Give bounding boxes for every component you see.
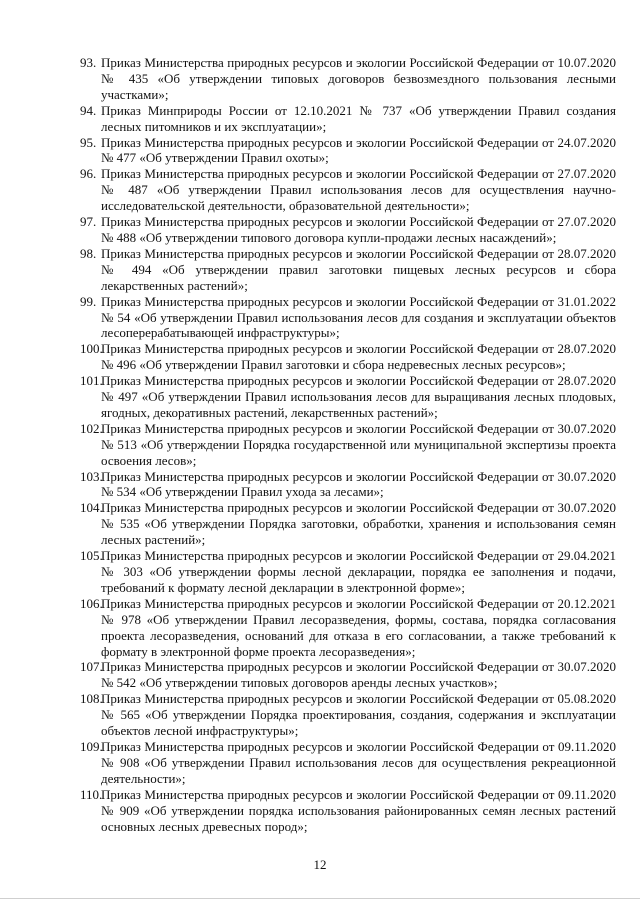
item-number: 110.: [80, 786, 103, 802]
item-number: 99.: [80, 293, 97, 309]
list-item: [80, 55, 616, 103]
item-text: Приказ Министерства природных ресурсов и экологии Российской Федерации от 27.07.2020 № 487 «Об утверждении Правил использования лесов для осуществления научно-исследовательской деятельности, образовательной деятельности»;: [101, 166, 616, 214]
item-text: Приказ Министерства природных ресурсов и экологии Российской Федерации от 24.07.2020 № 477 «Об утверждении Правил охоты»;: [101, 134, 616, 166]
list-item: [80, 739, 616, 787]
item-number: 105.: [80, 548, 103, 564]
item-number: 101.: [80, 373, 103, 389]
item-text: Приказ Министерства природных ресурсов и экологии Российской Федерации от 10.07.2020 № 435 «Об утверждении типовых договоров безвозмездного пользования лесными участками»;: [101, 55, 616, 102]
list-item: [80, 421, 616, 469]
item-number: 93.: [80, 55, 97, 70]
item-number: 109.: [80, 738, 103, 754]
item-text: Приказ Минприроды России от 12.10.2021 № 737 «Об утверждении Правил создания лесных питомников и их эксплуатации»;: [101, 102, 616, 134]
list-item: [80, 659, 616, 691]
item-number: 100.: [80, 341, 103, 357]
list-item: [80, 294, 616, 342]
list-item: [80, 214, 616, 246]
bottom-edge-divider: [0, 898, 640, 899]
list-item: [80, 469, 616, 501]
item-text: Приказ Министерства природных ресурсов и экологии Российской Федерации от 30.07.2020 № 513 «Об утверждении Порядка государственной или муниципальной экспертизы проекта освоения лесов»;: [101, 420, 616, 468]
list-item: [80, 246, 616, 294]
list-item: [80, 103, 616, 135]
item-number: 106.: [80, 595, 103, 611]
list-item: [80, 691, 616, 739]
item-text: Приказ Министерства природных ресурсов и экологии Российской Федерации от 28.07.2020 № 497 «Об утверждении Правил использования лесов для выращивания лесных плодовых, ягодных, декоративных растений, лекарственных растений»;: [101, 373, 616, 420]
item-number: 97.: [80, 214, 97, 230]
item-number: 94.: [80, 102, 97, 118]
item-number: 107.: [80, 659, 103, 675]
list-item: [80, 548, 616, 596]
page-number: 12: [313, 857, 327, 872]
item-number: 104.: [80, 500, 103, 516]
item-number: 98.: [80, 245, 97, 261]
list-item: [80, 135, 616, 167]
list-item: [80, 373, 616, 421]
item-number: 96.: [80, 166, 97, 182]
list-item: [80, 341, 616, 373]
item-text: Приказ Министерства природных ресурсов и экологии Российской Федерации от 29.04.2021 № 303 «Об утверждении формы лесной декларации, порядка ее заполнения и подачи, требований к формату лесной декларации в электронной форме»;: [101, 548, 616, 595]
list-item: [80, 596, 616, 660]
item-number: 103.: [80, 468, 103, 484]
item-text: Приказ Министерства природных ресурсов и экологии Российской Федерации от 30.07.2020 № 542 «Об утверждении типовых договоров аренды лесных участков»;: [101, 659, 616, 691]
list-item: [80, 500, 616, 548]
item-text: Приказ Министерства природных ресурсов и экологии Российской Федерации от 27.07.2020 № 488 «Об утверждении типового договора купли-продажи лесных насаждений»;: [101, 214, 616, 245]
item-text: Приказ Министерства природных ресурсов и экологии Российской Федерации от 05.08.2020 № 565 «Об утверждении Порядка проектирования, создания, содержания и эксплуатации объектов лесной инфраструктуры»;: [101, 691, 616, 739]
item-text: Приказ Министерства природных ресурсов и экологии Российской Федерации от 28.07.2020 № 496 «Об утверждении Правил заготовки и сбора недревесных лесных ресурсов»;: [101, 341, 616, 373]
decree-list: [80, 55, 616, 834]
item-text: Приказ Министерства природных ресурсов и экологии Российской Федерации от 09.11.2020 № 909 «Об утверждении порядка использования районированных семян лесных растений основных лесных древесных пород»;: [101, 786, 616, 834]
item-number: 95.: [80, 134, 97, 150]
item-text: Приказ Министерства природных ресурсов и экологии Российской Федерации от 28.07.2020 № 494 «Об утверждении правил заготовки пищевых лесных ресурсов и сбора лекарственных растений»;: [101, 245, 616, 293]
item-text: Приказ Министерства природных ресурсов и экологии Российской Федерации от 09.11.2020 № 908 «Об утверждении Правил использования лесов для осуществления рекреационной деятельности»;: [101, 738, 616, 786]
item-text: Приказ Министерства природных ресурсов и экологии Российской Федерации от 30.07.2020 № 534 «Об утверждении Правил ухода за лесами»;: [101, 468, 616, 500]
list-item: [80, 166, 616, 214]
item-text: Приказ Министерства природных ресурсов и экологии Российской Федерации от 31.01.2022 № 54 «Об утверждении Правил использования лесов для создания и эксплуатации объектов лесоперерабатывающей инфраструктуры»;: [101, 293, 616, 341]
item-number: 102.: [80, 420, 103, 436]
item-number: 108.: [80, 691, 103, 707]
item-text: Приказ Министерства природных ресурсов и экологии Российской Федерации от 20.12.2021 № 978 «Об утверждении Правил лесоразведения, формы, состава, порядка согласования проекта лесоразведения, оснований для отказа в его согласовании, а также требований к формату в электронной форме проекта лесоразведения»;: [101, 595, 616, 659]
item-text: Приказ Министерства природных ресурсов и экологии Российской Федерации от 30.07.2020 № 535 «Об утверждении Порядка заготовки, обработки, хранения и использования семян лесных растений»;: [101, 500, 616, 548]
list-item: [80, 787, 616, 835]
